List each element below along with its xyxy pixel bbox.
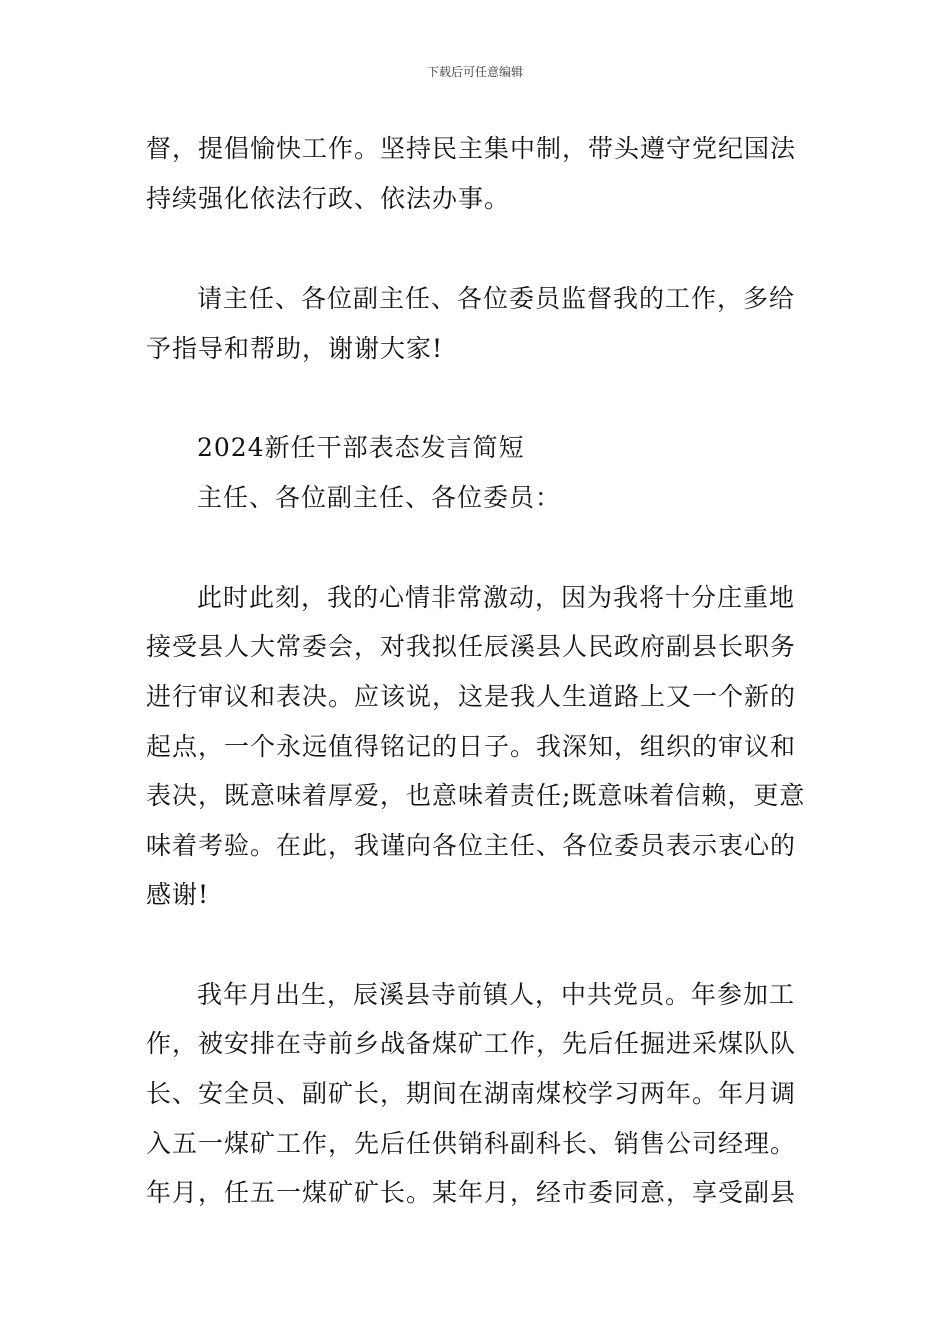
paragraph-3-line-5: 表决，既意味着厚爱，也意味着责任;既意味着信赖，更意 (146, 781, 806, 810)
paragraph-4-line-1: 我年月出生，辰溪县寺前镇人，中共党员。年参加工 (197, 980, 796, 1009)
salutation: 主任、各位副主任、各位委员： (197, 483, 562, 512)
paragraph-4-line-5: 年月，任五一煤矿矿长。某年月，经市委同意，享受副县 (146, 1178, 797, 1207)
paragraph-3-line-3: 进行审议和表决。应该说，这是我人生道路上又一个新的 (146, 682, 797, 711)
section-title: 2024新任干部表态发言简短 (197, 433, 525, 462)
paragraph-4-line-3: 长、安全员、副矿长，期间在湖南煤校学习两年。年月调 (146, 1079, 797, 1108)
paragraph-4-line-4: 入五一煤矿工作，先后任供销科副科长、销售公司经理。 (146, 1129, 797, 1158)
paragraph-3-line-2: 接受县人大常委会，对我拟任辰溪县人民政府副县长职务 (146, 632, 797, 661)
paragraph-3-line-6: 味着考验。在此，我谨向各位主任、各位委员表示衷心的 (146, 831, 797, 860)
paragraph-3-line-1: 此时此刻，我的心情非常激动，因为我将十分庄重地 (197, 583, 796, 612)
paragraph-2-line-2: 予指导和帮助，谢谢大家! (146, 334, 444, 363)
paragraph-2-line-1: 请主任、各位副主任、各位委员监督我的工作，多给 (197, 284, 796, 313)
paragraph-1-line-1: 督，提倡愉快工作。坚持民主集中制，带头遵守党纪国法 (146, 134, 797, 163)
page-header: 下载后可任意编辑 (426, 65, 523, 79)
paragraph-1-line-2: 持续强化依法行政、依法办事。 (146, 184, 511, 213)
paragraph-3-line-4: 起点，一个永远值得铭记的日子。我深知，组织的审议和 (146, 732, 797, 761)
paragraph-3-line-7: 感谢! (146, 880, 210, 909)
paragraph-4-line-2: 作，被安排在寺前乡战备煤矿工作，先后任掘进采煤队队 (146, 1029, 797, 1058)
